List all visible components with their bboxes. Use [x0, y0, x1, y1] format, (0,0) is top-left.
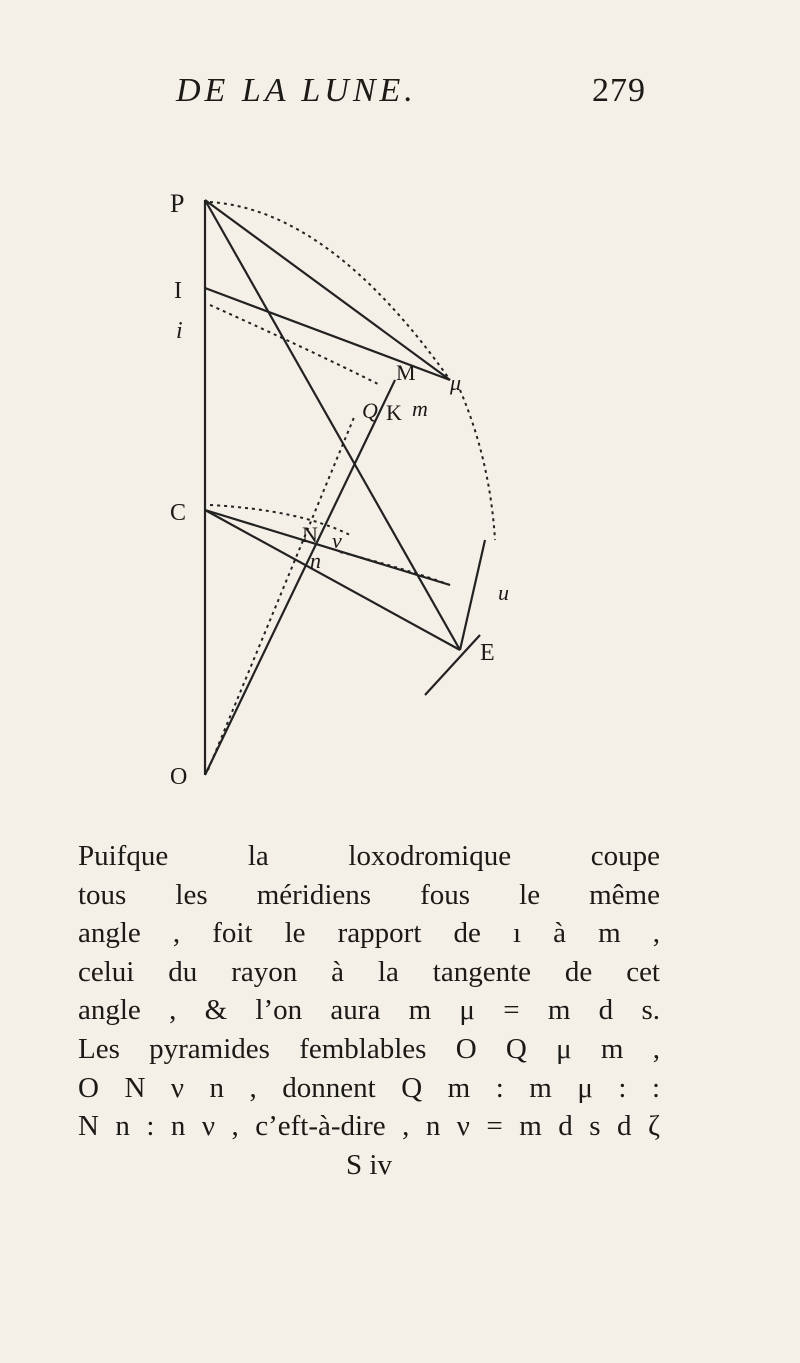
label-n: n — [310, 548, 321, 573]
figure-lines — [205, 200, 485, 775]
figure-dotted-lines — [208, 202, 495, 770]
line-O-M — [205, 380, 395, 775]
running-header — [176, 72, 646, 110]
geometric-figure — [150, 190, 570, 800]
label-M: M — [396, 360, 416, 385]
signature-mark: S iv — [346, 1148, 392, 1181]
label-i: i — [176, 318, 183, 344]
dotted-curve-right — [460, 390, 495, 540]
line-E-u — [460, 540, 485, 650]
line-P-E — [205, 200, 460, 650]
line-E-bottom — [425, 635, 480, 695]
label-E: E — [480, 640, 495, 666]
figure-diagram — [150, 190, 570, 800]
label-K: K — [386, 400, 402, 425]
text-line: Les pyramides femblables O Q μ m , — [78, 1032, 660, 1065]
label-m: m — [412, 396, 428, 421]
text-line: angle , & l’on aura m μ = m d s. — [78, 994, 660, 1027]
text-line: celui du rayon à la tangente de cet — [78, 955, 660, 988]
line-P-mu — [205, 200, 450, 380]
page-number: 279 — [592, 72, 646, 109]
label-u: u — [498, 580, 509, 605]
label-O: O — [170, 764, 188, 790]
label-N: N — [302, 522, 318, 547]
dotted-line-O — [208, 415, 355, 770]
text-line: O N ν n , donnent Q m : m μ : : — [78, 1071, 660, 1104]
label-C: C — [170, 500, 187, 526]
label-Q: Q — [362, 398, 378, 423]
text-line: angle , foit le rapport de ı à m , — [78, 917, 660, 950]
label-mu: μ — [450, 370, 462, 395]
label-I: I — [174, 278, 182, 304]
header-title: DE LA LUNE. — [176, 72, 417, 109]
label-P: P — [170, 190, 185, 218]
text-line: N n : n ν , c’eft-à-dire , n ν = m d s d ζ — [78, 1110, 660, 1143]
text-line: tous les méridiens fous le même — [78, 878, 660, 911]
figure-labels — [170, 190, 509, 790]
body-paragraph — [78, 837, 660, 1184]
label-nu: ν — [332, 528, 342, 553]
text-line: Puifque la loxodromique coupe — [78, 840, 660, 872]
dotted-curve-C — [210, 505, 350, 535]
